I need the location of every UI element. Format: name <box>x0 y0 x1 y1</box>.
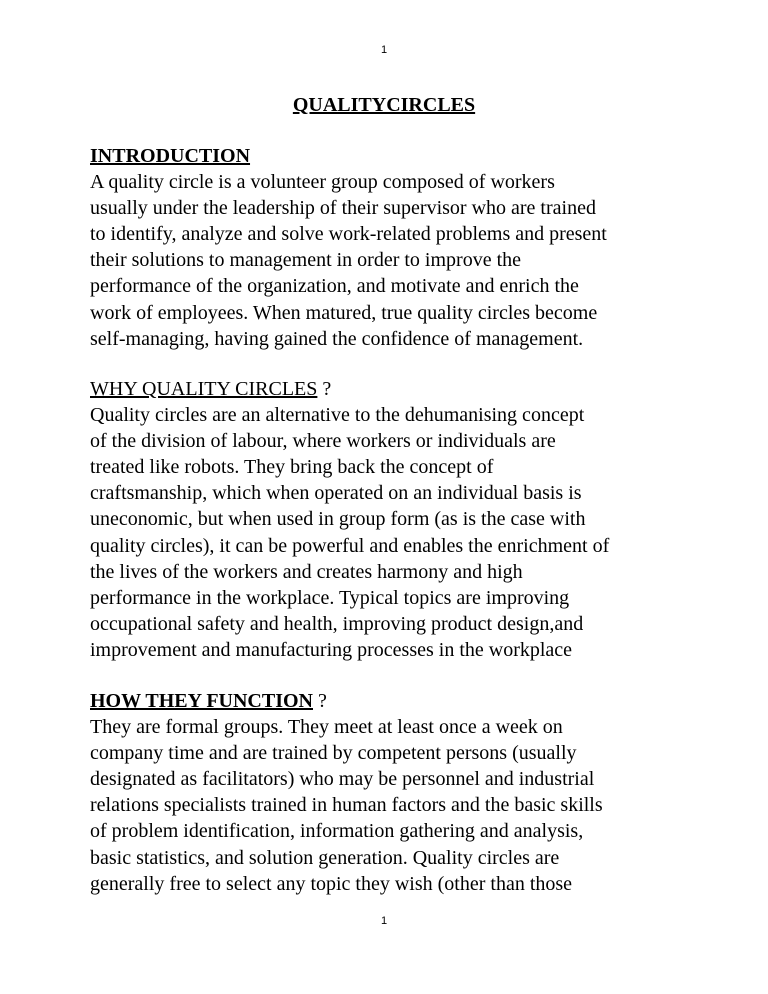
text-line: basic statistics, and solution generation. Quality circles are <box>90 846 560 869</box>
text-line: quality circles), it can be powerful and enables the enrichment of <box>90 534 610 557</box>
text-line: the lives of the workers and creates harmony and high <box>90 560 523 583</box>
text-line: craftsmanship, which when operated on an individual basis is <box>90 482 582 505</box>
text-line: performance of the organization, and motivate and enrich the <box>90 275 579 298</box>
heading-suffix: ? <box>313 690 327 712</box>
paragraph-introduction <box>90 169 690 352</box>
section-heading-how-they-function <box>90 688 690 714</box>
paragraph-why-quality-circles <box>90 402 690 663</box>
text-line: of problem identification, information gathering and analysis, <box>90 820 584 843</box>
page-number-bottom: 1 <box>380 915 388 927</box>
heading-label: WHY QUALITY CIRCLES <box>90 378 318 400</box>
text-line: work of employees. When matured, true quality circles become <box>90 301 598 324</box>
text-line: improvement and manufacturing processes in the workplace <box>90 638 573 661</box>
text-line: uneconomic, but when used in group form (as is the case with <box>90 508 586 531</box>
text-line: A quality circle is a volunteer group composed of workers <box>90 171 555 194</box>
text-line: of the division of labour, where workers or individuals are <box>90 430 556 453</box>
section-introduction <box>90 143 690 352</box>
paragraph-how-they-function <box>90 714 690 897</box>
heading-label: HOW THEY FUNCTION <box>90 690 313 712</box>
text-line: They are formal groups. They meet at least once a week on <box>90 716 563 739</box>
section-how-they-function <box>90 688 690 897</box>
section-heading-introduction <box>90 143 690 169</box>
text-line: generally free to select any topic they wish (other than those <box>90 872 573 895</box>
section-why-quality-circles <box>90 376 690 663</box>
text-line: relations specialists trained in human factors and the basic skills <box>90 794 603 817</box>
text-line: treated like robots. They bring back the concept of <box>90 456 494 479</box>
text-line: performance in the workplace. Typical topics are improving <box>90 586 570 609</box>
text-line: designated as facilitators) who may be personnel and industrial <box>90 768 595 791</box>
page-number-top: 1 <box>380 44 388 56</box>
heading-label: INTRODUCTION <box>90 145 251 167</box>
section-heading-why-quality-circles <box>90 376 690 402</box>
heading-suffix: ? <box>317 378 332 400</box>
text-line: occupational safety and health, improving product design,and <box>90 612 584 635</box>
text-line: self-managing, having gained the confidence of management. <box>90 327 584 350</box>
document-title: QUALITYCIRCLES <box>292 94 476 116</box>
text-line: Quality circles are an alternative to the dehumanising concept <box>90 404 585 427</box>
text-line: to identify, analyze and solve work-related problems and present <box>90 223 607 246</box>
text-line: company time and are trained by competent persons (usually <box>90 742 577 765</box>
text-line: usually under the leadership of their supervisor who are trained <box>90 197 596 220</box>
text-line: their solutions to management in order to improve the <box>90 249 522 272</box>
